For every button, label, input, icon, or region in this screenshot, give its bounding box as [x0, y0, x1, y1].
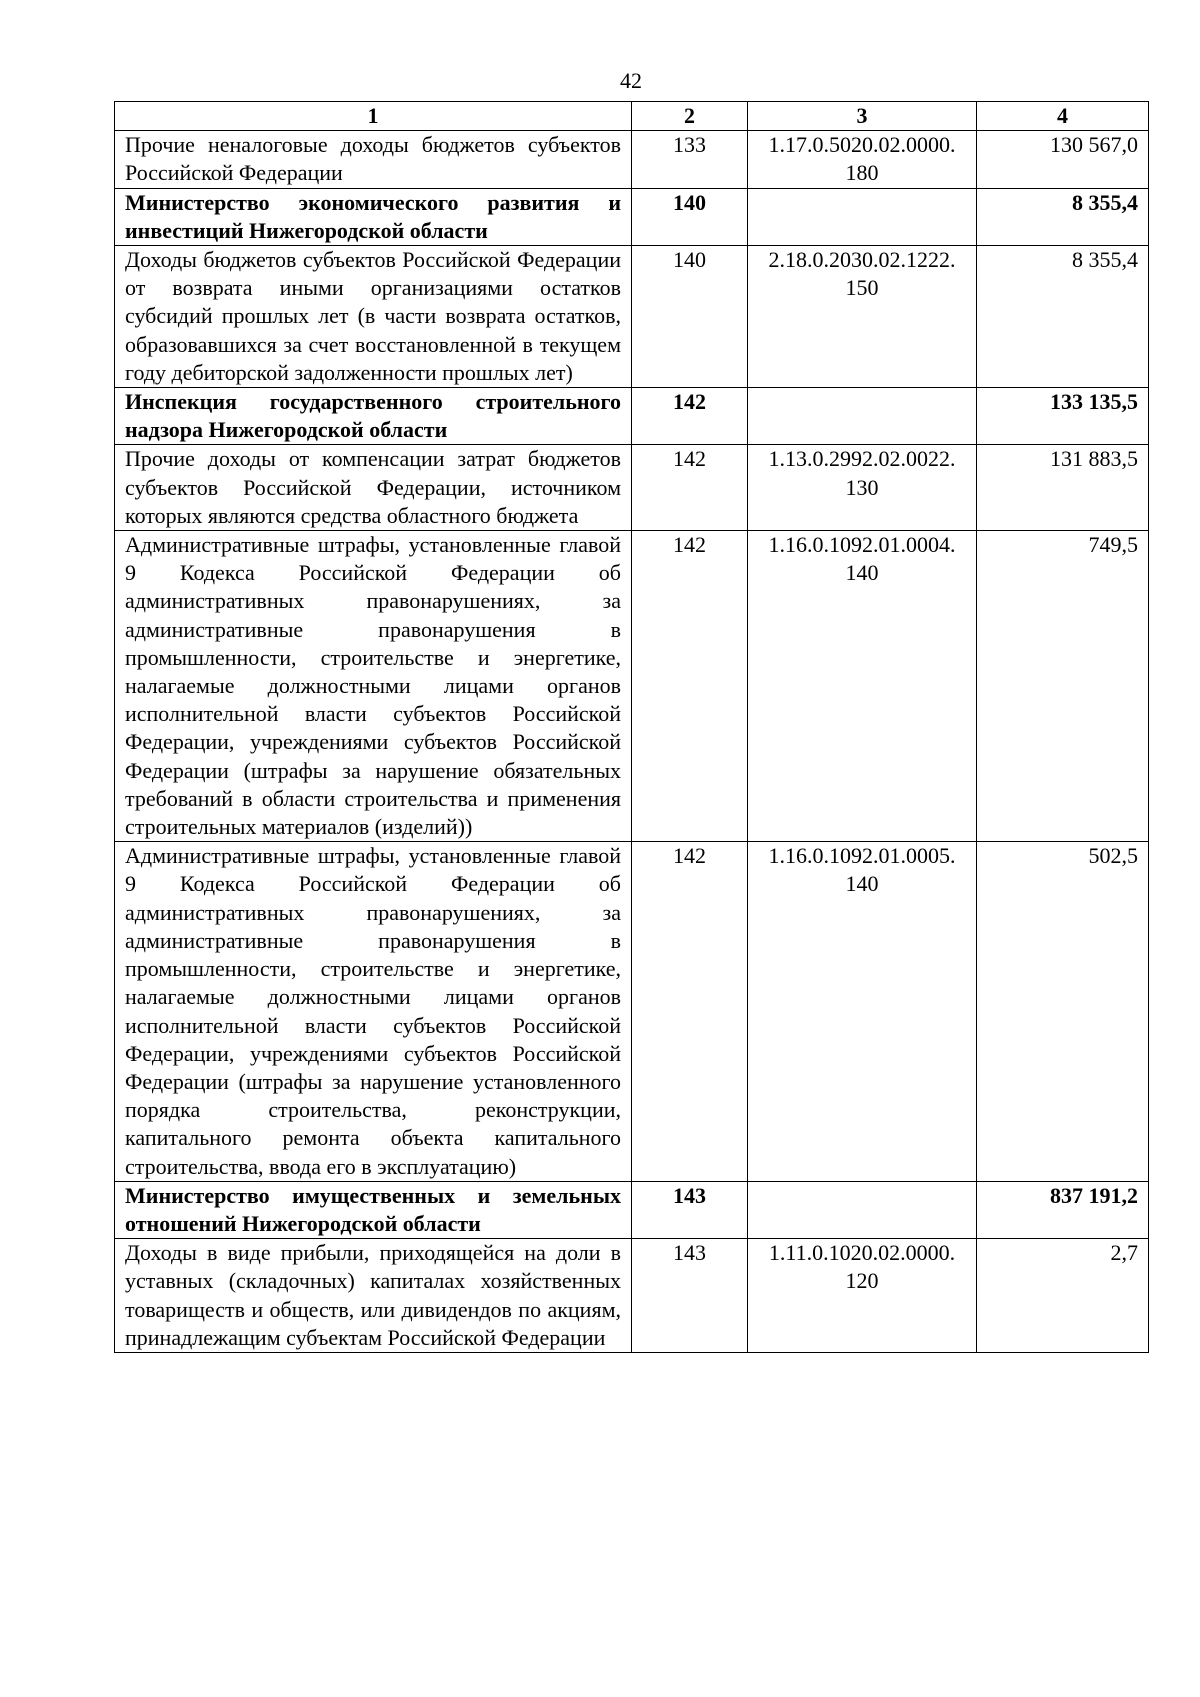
- budget-table: [114, 101, 1149, 1353]
- row-code: 142: [632, 445, 748, 531]
- column-header: 4: [977, 102, 1149, 131]
- row-kbk: 1.13.0.2992.02.0022. 130: [748, 445, 977, 531]
- row-name: Доходы бюджетов субъектов Российской Федерации от возврата иными организациями остатков субсидий прошлых лет (в части возврата остатков, образовавшихся за счет восстановленной в текущем году дебиторской задолженности прошлых лет): [115, 246, 632, 388]
- row-code: 142: [632, 388, 748, 445]
- row-name: Административные штрафы, установленные главой 9 Кодекса Российской Федерации об административных правонарушениях, за административные правонарушения в промышленности, строительстве и энергетике, налагаемые должностными лицами органов исполнительной власти субъектов Российской Федерации, учреждениями субъектов Российской Федерации (штрафы за нарушение обязательных требований в области строительства и применения строительных материалов (изделий)): [115, 531, 632, 842]
- table-row: [115, 188, 1149, 245]
- row-amount: 133 135,5: [977, 388, 1149, 445]
- row-amount: 131 883,5: [977, 445, 1149, 531]
- row-amount: 8 355,4: [977, 246, 1149, 388]
- page-number: 42: [620, 68, 642, 93]
- row-amount: 130 567,0: [977, 131, 1149, 188]
- table-header-row: [115, 102, 1149, 131]
- row-kbk: 1.11.0.1020.02.0000. 120: [748, 1239, 977, 1353]
- row-code: 140: [632, 188, 748, 245]
- row-amount: 837 191,2: [977, 1181, 1149, 1238]
- row-kbk: 1.16.0.1092.01.0004. 140: [748, 531, 977, 842]
- column-header: 3: [748, 102, 977, 131]
- table-row: [115, 445, 1149, 531]
- row-kbk: 2.18.0.2030.02.1222. 150: [748, 246, 977, 388]
- row-code: 143: [632, 1239, 748, 1353]
- row-amount: 749,5: [977, 531, 1149, 842]
- row-amount: 502,5: [977, 842, 1149, 1181]
- table-row: [115, 842, 1149, 1181]
- column-header: 1: [115, 102, 632, 131]
- row-amount: 8 355,4: [977, 188, 1149, 245]
- row-name: Прочие неналоговые доходы бюджетов субъектов Российской Федерации: [115, 131, 632, 188]
- row-kbk: 1.17.0.5020.02.0000. 180: [748, 131, 977, 188]
- row-name: Доходы в виде прибыли, приходящейся на доли в уставных (складочных) капиталах хозяйственных товариществ и обществ, или дивидендов по акциям, принадлежащим субъектам Российской Федерации: [115, 1239, 632, 1353]
- row-kbk: [748, 1181, 977, 1238]
- table-row: [115, 131, 1149, 188]
- row-name: Министерство экономического развития и инвестиций Нижегородской области: [115, 188, 632, 245]
- row-code: 142: [632, 531, 748, 842]
- row-code: 142: [632, 842, 748, 1181]
- row-name: Министерство имущественных и земельных отношений Нижегородской области: [115, 1181, 632, 1238]
- row-code: 133: [632, 131, 748, 188]
- row-kbk: [748, 188, 977, 245]
- column-header: 2: [632, 102, 748, 131]
- row-code: 143: [632, 1181, 748, 1238]
- table-row: [115, 531, 1149, 842]
- table-row: [115, 246, 1149, 388]
- table-row: [115, 1239, 1149, 1353]
- row-name: Прочие доходы от компенсации затрат бюджетов субъектов Российской Федерации, источником которых являются средства областного бюджета: [115, 445, 632, 531]
- table-row: [115, 388, 1149, 445]
- row-kbk: [748, 388, 977, 445]
- table-row: [115, 1181, 1149, 1238]
- row-amount: 2,7: [977, 1239, 1149, 1353]
- row-name: Административные штрафы, установленные главой 9 Кодекса Российской Федерации об административных правонарушениях, за административные правонарушения в промышленности, строительстве и энергетике, налагаемые должностными лицами органов исполнительной власти субъектов Российской Федерации, учреждениями субъектов Российской Федерации (штрафы за нарушение установленного порядка строительства, реконструкции, капитального ремонта объекта капитального строительства, ввода его в эксплуатацию): [115, 842, 632, 1181]
- row-code: 140: [632, 246, 748, 388]
- row-name: Инспекция государственного строительного надзора Нижегородской области: [115, 388, 632, 445]
- row-kbk: 1.16.0.1092.01.0005. 140: [748, 842, 977, 1181]
